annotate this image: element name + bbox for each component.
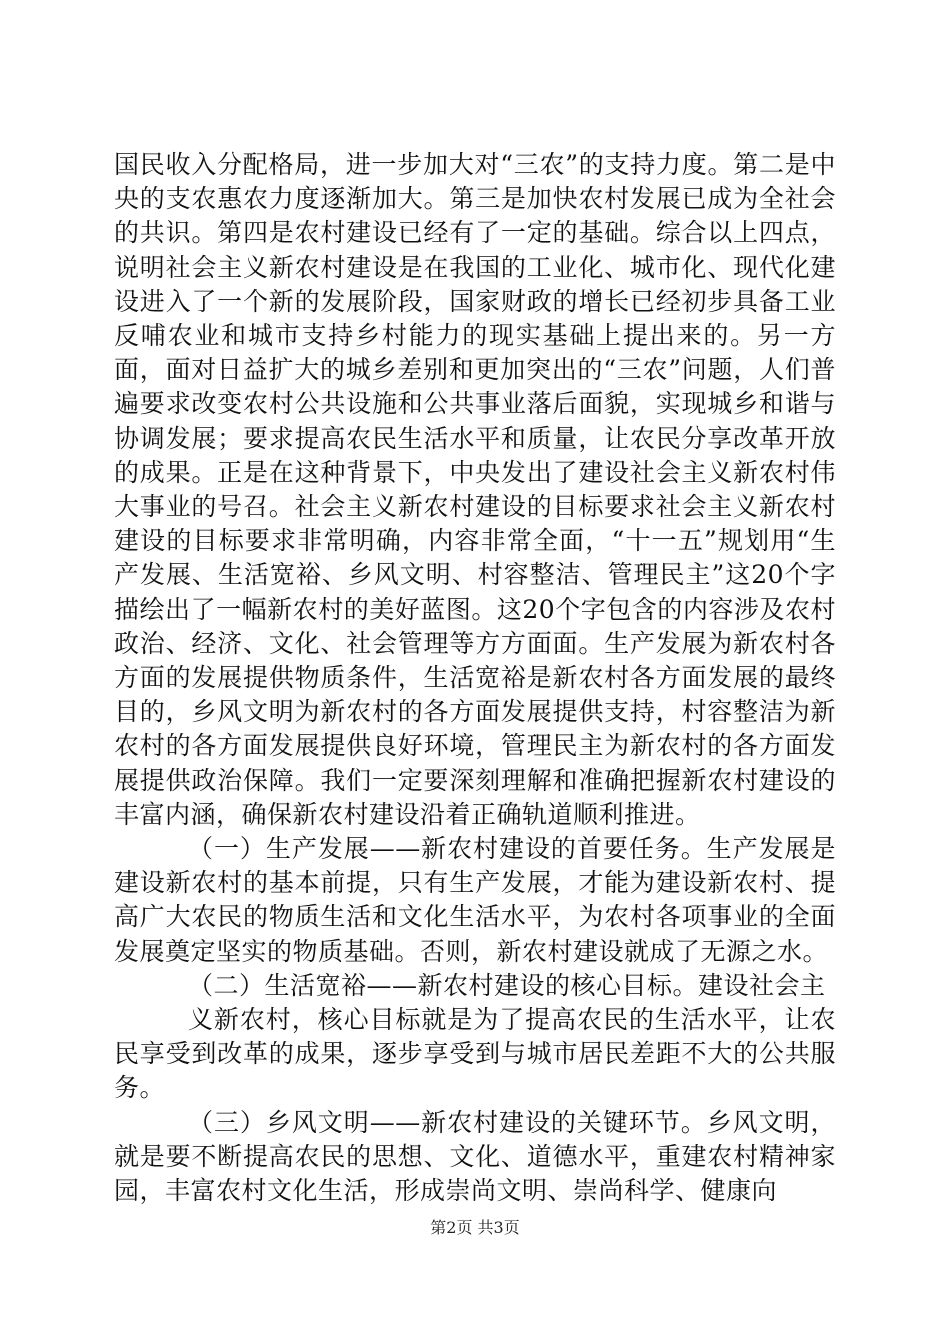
document-body xyxy=(114,148,836,1208)
section-paragraph-production: （一）生产发展——新农村建设的首要任务。生产发展是建设新农村的基本前提，只有生产发展，才能为建设新农村、提高广大农民的物质生活和文化生活水平，为农村各项事业的全面发展奠定坚实的物质基础。否则，新农村建设就成了无源之水。 xyxy=(114,834,836,966)
page-footer: 第2页 共3页 xyxy=(430,1218,520,1237)
body-paragraph: 国民收入分配格局，进一步加大对“三农”的支持力度。第二是中央的支农惠农力度逐渐加大。第三是加快农村发展已成为全社会的共识。第四是农村建设已经有了一定的基础。综合以上四点，说明社会主义新农村建设是在我国的工业化、城市化、现代化建设进入了一个新的发展阶段，国家财政的增长已经初步具备工业反哺农业和城市支持乡村能力的现实基础上提出来的。另一方面，面对日益扩大的城乡差别和更加突出的“三农”问题，人们普遍要求改变农村公共设施和公共事业落后面貌，实现城乡和谐与协调发展；要求提高农民生活水平和质量，让农民分享改革开放的成果。正是在这种背景下，中央发出了建设社会主义新农村伟大事业的号召。社会主义新农村建设的目标要求社会主义新农村建设的目标要求非常明确，内容非常全面，“十一五”规划用“生产发展、生活宽裕、乡风文明、村容整洁、管理民主”这20个字描绘出了一幅新农村的美好蓝图。这20个字包含的内容涉及农村政治、经济、文化、社会管理等方方面面。生产发展为新农村各方面的发展提供物质条件，生活宽裕是新农村各方面发展的最终目的，乡风文明为新农村的各方面发展提供支持，村容整洁为新农村的各方面发展提供良好环境，管理民主为新农村的各方面发展提供政治保障。我们一定要深刻理解和准确把握新农村建设的丰富内涵，确保新农村建设沿着正确轨道顺利推进。 xyxy=(114,150,836,829)
section-paragraph-civility: （三）乡风文明——新农村建设的关键环节。乡风文明，就是要不断提高农民的思想、文化、道德水平，重建农村精神家园，丰富农村文化生活，形成崇尚文明、崇尚科学、健康向 xyxy=(114,1107,836,1206)
section-paragraph-living: 义新农村，核心目标就是为了提高农民的生活水平，让农民享受到改革的成果，逐步享受到与城市居民差距不大的公共服务。 xyxy=(114,1005,836,1103)
section-heading-living: （二）生活宽裕——新农村建设的核心目标。建设社会主 xyxy=(188,970,826,1000)
